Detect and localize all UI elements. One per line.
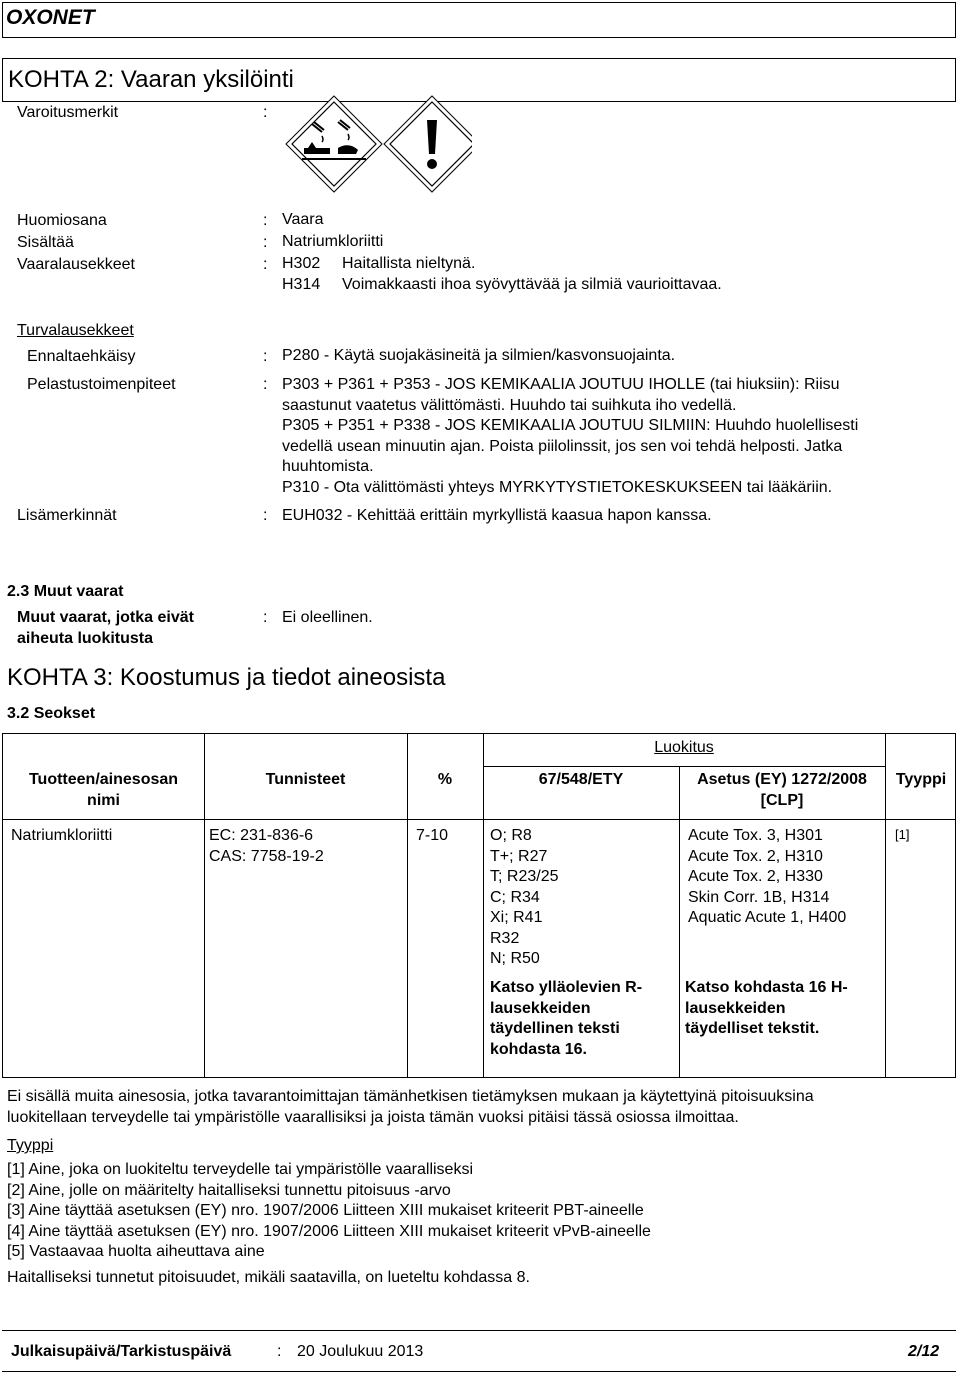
colon: : (277, 1343, 282, 1360)
signal-word-value: Vaara (282, 211, 324, 228)
type-legend-line: [2] Aine, jolle on määritelty haitalliseksi tunnettu pitoisuus -arvo (7, 1181, 451, 1199)
contains-value: Natriumkloriitti (282, 233, 384, 250)
response-line: P305 + P351 + P338 - JOS KEMIKAALIA JOUTUU SILMIIN: Huuhdo huolellisesti (282, 417, 859, 434)
cell-dsd (490, 826, 558, 970)
cell-identifiers (209, 826, 324, 867)
note-line: Ei sisällä muita ainesosia, jotka tavarantoimittajan tämänhetkisen tietämyksen mukaan ja käytettyinä pitoisuuksina (7, 1088, 814, 1105)
clp-line: Aquatic Acute 1, H400 (688, 909, 847, 926)
type-legend-line: [1] Aine, joka on luokiteltu terveydelle tai ympäristölle vaaralliseksi (7, 1161, 474, 1178)
hazard-text: Voimakkaasti ihoa syövyttävää ja silmiä vaurioittavaa. (342, 276, 722, 293)
clp-note (685, 978, 848, 1040)
dsd-line: C; R34 (490, 888, 540, 906)
cell-type: [1] (895, 827, 910, 842)
footer-date: 20 Joulukuu 2013 (297, 1343, 424, 1360)
dsd-line: N; R50 (490, 950, 540, 967)
table-header-rule (3, 819, 955, 820)
clp-line: Skin Corr. 1B, H314 (688, 888, 830, 906)
col-header-name-line: Tuotteen/ainesosan (28, 771, 179, 788)
corrosion-pictogram-icon (286, 96, 382, 192)
dsd-note-line: täydellinen teksti (490, 1020, 620, 1037)
section-2-title: KOHTA 2: Vaaran yksilöinti (8, 66, 294, 93)
composition-table (2, 733, 956, 1078)
type-legend-line: [5] Vastaavaa huolta aiheuttava aine (7, 1243, 265, 1260)
response-block (282, 375, 952, 498)
type-legend-line: [4] Aine täyttää asetuksen (EY) nro. 1907/2006 Liitteen XIII mukaiset kriteerit vPvB-aineelle (7, 1222, 651, 1240)
col-header-percent: % (437, 771, 453, 788)
identifier-line: EC: 231-836-6 (209, 827, 314, 844)
group-header-rule (483, 766, 885, 767)
clp-note-line: lausekkeiden (685, 999, 786, 1017)
clp-note-line: Katso kohdasta 16 H- (685, 979, 848, 996)
composition-note (7, 1087, 955, 1128)
contains-label: Sisältää (17, 234, 74, 251)
response-line: P303 + P361 + P353 - JOS KEMIKAALIA JOUTUU IHOLLE (tai hiuksiin): Riisu (282, 376, 840, 393)
clp-line: Acute Tox. 2, H330 (688, 868, 823, 885)
cell-percent: 7-10 (416, 827, 449, 844)
col-header-name (3, 770, 204, 811)
col-header-type: Tyyppi (895, 771, 947, 788)
hazard-statements-label: Vaaralausekkeet (17, 256, 135, 273)
clp-line: Acute Tox. 3, H301 (688, 827, 823, 844)
col-header-clp-line: Asetus (EY) 1272/2008 (697, 771, 867, 788)
type-legend-line: [3] Aine täyttää asetuksen (EY) nro. 1907/2006 Liitteen XIII mukaiset kriteerit PBT-aineelle (7, 1202, 644, 1219)
response-line: saastunut vaatetus välittömästi. Huuhdo tai suihkuta iho vedellä. (282, 396, 737, 414)
brand-name: OXONET (6, 6, 95, 29)
ghs-pictograms (282, 88, 472, 198)
response-label: Pelastustoimenpiteet (27, 376, 176, 393)
cell-clp (688, 826, 846, 929)
mixtures-subheading: 3.2 Seokset (7, 705, 96, 722)
response-line: P310 - Ota välittömästi yhteys MYRKYTYSTIETOKESKUKSEEN tai lääkäriin. (282, 478, 833, 496)
page-number: 2/12 (908, 1343, 940, 1360)
classification-group-header: Luokitus (654, 739, 714, 756)
col-header-dsd: 67/548/ETY (538, 771, 624, 788)
other-hazards-value: Ei oleellinen. (282, 609, 373, 626)
other-hazards-label: Muut vaarat, jotka eivät (17, 609, 194, 626)
warning-symbols-label: Varoitusmerkit (17, 104, 119, 121)
dsd-line: R32 (490, 929, 520, 947)
dsd-line: T+; R27 (490, 847, 548, 865)
dsd-line: Xi; R41 (490, 909, 543, 926)
colon: : (263, 256, 268, 273)
colon: : (263, 376, 268, 393)
colon: : (263, 104, 268, 121)
colon: : (263, 348, 268, 365)
col-header-clp (679, 770, 885, 811)
colon: : (263, 234, 268, 251)
hazard-code: H314 (282, 276, 321, 293)
dsd-line: T; R23/25 (490, 868, 559, 885)
clp-line: Acute Tox. 2, H310 (688, 847, 823, 865)
col-header-clp-line: [CLP] (760, 791, 804, 809)
col-header-name-line: nimi (87, 791, 120, 809)
supplemental-label: Lisämerkinnät (17, 507, 117, 524)
other-hazards-heading: 2.3 Muut vaarat (7, 583, 124, 600)
dsd-line: O; R8 (490, 827, 532, 844)
column-rule (679, 766, 680, 1077)
note-line: luokitellaan terveydelle tai ympäristölle vaarallisiksi ja joista tämän vuoksi pitäisi tässä osiossa ilmoittaa. (7, 1108, 739, 1126)
dsd-note-line: lausekkeiden (490, 999, 591, 1017)
clp-note-line: täydelliset tekstit. (685, 1020, 820, 1037)
dsd-note (490, 978, 642, 1060)
document-header-bar (2, 2, 956, 38)
exclamation-pictogram-icon (384, 96, 472, 192)
footer-date-label: Julkaisupäivä/Tarkistuspäivä (11, 1343, 232, 1360)
colon: : (263, 507, 268, 524)
section-3-title: KOHTA 3: Koostumus ja tiedot aineosista (7, 664, 446, 691)
response-line: vedellä usean minuutin ajan. Poista piilolinssit, jos sen voi tehdä helposti. Jatka (282, 437, 843, 455)
response-line: huuhtomista. (282, 458, 374, 475)
type-heading: Tyyppi (7, 1137, 54, 1154)
colon: : (263, 212, 268, 229)
hazard-text: Haitallista nieltynä. (342, 255, 476, 272)
cell-substance-name: Natriumkloriitti (11, 827, 113, 844)
identifier-line: CAS: 7758-19-2 (209, 847, 324, 865)
supplemental-value: EUH032 - Kehittää erittäin myrkyllistä kaasua hapon kanssa. (282, 507, 712, 524)
signal-word-label: Huomiosana (17, 212, 107, 229)
col-header-identifiers: Tunnisteet (265, 771, 346, 788)
colon: : (263, 609, 268, 626)
hazard-code: H302 (282, 255, 321, 272)
precautionary-statements-heading: Turvalausekkeet (17, 322, 134, 339)
prevention-value: P280 - Käytä suojakäsineitä ja silmien/kasvonsuojainta. (282, 347, 676, 364)
limits-note: Haitalliseksi tunnetut pitoisuudet, mikäli saatavilla, on lueteltu kohdassa 8. (7, 1269, 530, 1286)
prevention-label: Ennaltaehkäisy (27, 348, 136, 365)
dsd-note-line: kohdasta 16. (490, 1040, 587, 1058)
other-hazards-label: aiheuta luokitusta (17, 630, 154, 647)
dsd-note-line: Katso ylläolevien R- (490, 979, 643, 996)
type-legend (7, 1160, 651, 1263)
